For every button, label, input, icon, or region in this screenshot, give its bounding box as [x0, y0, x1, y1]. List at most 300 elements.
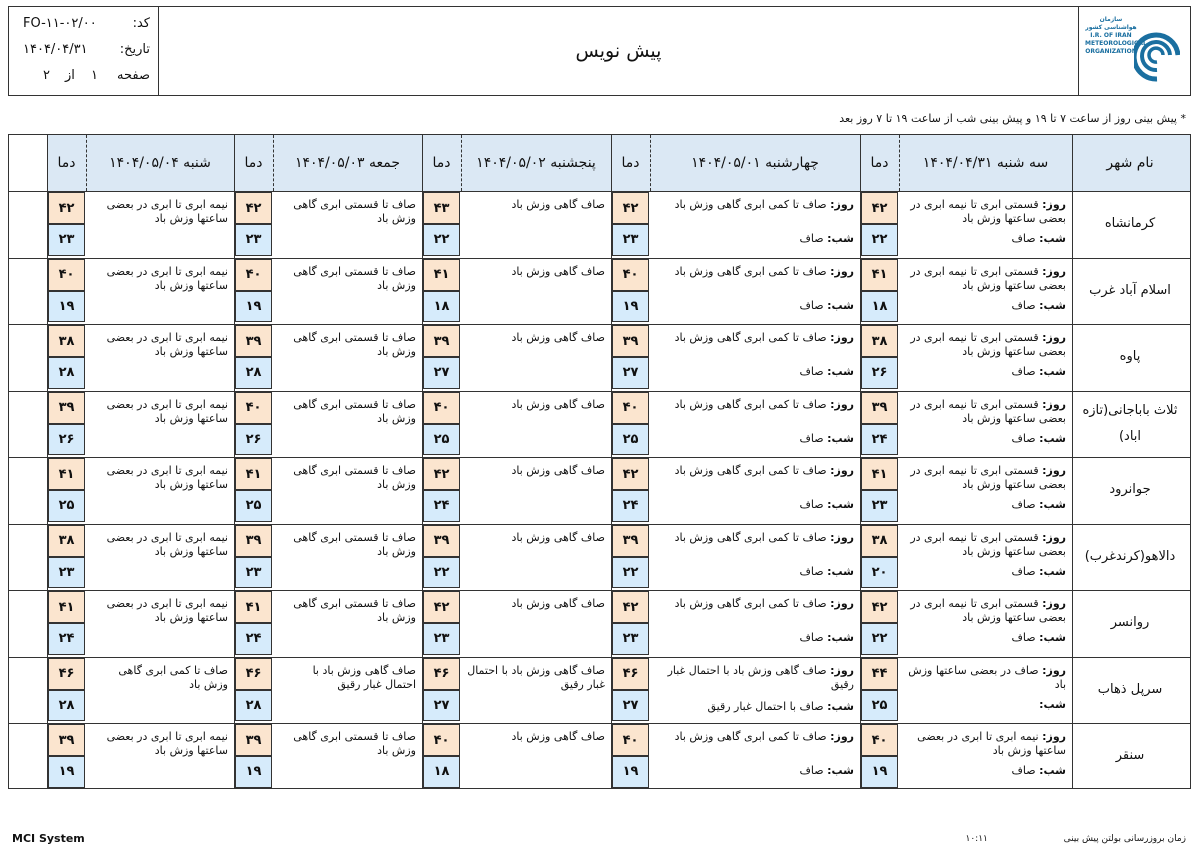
forecast-cell	[279, 398, 416, 455]
min-temp: ۲۶	[48, 424, 85, 455]
min-temp: ۲۴	[235, 623, 272, 654]
night-forecast-text: صاف	[1011, 631, 1036, 644]
city-column-header: نام شهر	[1070, 135, 1190, 191]
night-forecast	[1012, 299, 1066, 313]
min-temp: ۲۷	[612, 690, 649, 721]
min-temp: ۱۸	[423, 756, 460, 787]
max-temp: ۳۹	[423, 525, 460, 557]
min-temp: ۲۲	[861, 623, 898, 654]
max-temp: ۳۹	[423, 325, 460, 357]
day-forecast-text: صاف تا کمی ابری گاهی وزش باد	[674, 464, 827, 477]
day-column-header: چهارشنبه ۱۴۰۴/۰۵/۰۱	[650, 135, 860, 191]
night-forecast	[707, 700, 854, 714]
min-temp: ۲۵	[235, 490, 272, 521]
day-forecast-text: نیمه ابری تا ابری در بعضی ساعتها وزش باد	[917, 730, 1066, 757]
min-temp: ۲۶	[235, 424, 272, 455]
max-temp: ۳۹	[861, 392, 898, 424]
night-forecast	[800, 764, 854, 778]
night-forecast	[800, 299, 854, 313]
forecast-cell	[656, 198, 854, 255]
night-forecast	[1012, 565, 1066, 579]
night-label: شب:	[1039, 298, 1066, 312]
min-temp: ۲۸	[48, 690, 85, 721]
document-meta	[9, 7, 159, 95]
table-row	[9, 191, 1190, 258]
day-forecast-text: قسمتی ابری تا نیمه ابری در بعضی ساعتها وزش باد	[910, 530, 1066, 558]
night-forecast	[1012, 631, 1066, 645]
night-label: شب:	[827, 232, 854, 245]
night-label: شب:	[1039, 498, 1066, 511]
max-temp: ۴۱	[423, 259, 460, 291]
night-forecast	[800, 498, 854, 512]
day-label: روز:	[830, 663, 854, 677]
forecast-cell	[92, 265, 228, 322]
day-forecast-text: صاف در بعضی ساعتها وزش باد	[908, 663, 1066, 691]
code-value: FO-۱۱-۰۲/۰۰	[23, 16, 97, 31]
min-temp: ۱۹	[48, 756, 85, 787]
day-forecast	[905, 531, 1066, 559]
max-temp: ۳۹	[612, 525, 649, 557]
night-forecast-text: صاف	[1011, 498, 1036, 511]
forecast-cell	[905, 331, 1066, 388]
night-forecast-text: صاف	[799, 764, 824, 777]
day-label: روز:	[830, 597, 854, 610]
forecast-cell	[905, 464, 1066, 521]
day-label: روز:	[1042, 198, 1066, 211]
forecast-cell	[467, 531, 605, 588]
forecast-table	[8, 134, 1191, 789]
forecast-text: صاف تا کمی ابری گاهی وزش باد	[118, 663, 228, 691]
night-forecast-text: صاف با احتمال غبار رقیق	[707, 699, 824, 713]
column-separator	[461, 135, 462, 191]
max-temp: ۴۶	[612, 658, 649, 690]
day-forecast	[905, 331, 1066, 359]
min-temp: ۱۸	[861, 291, 898, 322]
forecast-text: نیمه ابری تا ابری در بعضی ساعتها وزش باد	[106, 397, 228, 425]
max-temp: ۴۲	[235, 192, 272, 224]
min-temp: ۱۹	[235, 756, 272, 787]
forecast-cell	[905, 730, 1066, 787]
forecast-cell	[279, 730, 416, 787]
min-temp: ۲۶	[861, 357, 898, 388]
forecast-cell	[656, 331, 854, 388]
night-forecast-text: صاف	[1011, 764, 1036, 777]
night-forecast-text: صاف	[1011, 431, 1036, 445]
temp-column-header: دما	[47, 135, 86, 191]
forecast-text: صاف تا قسمتی ابری گاهی وزش باد	[293, 264, 416, 292]
max-temp: ۴۲	[612, 458, 649, 490]
day-label: روز:	[1042, 331, 1066, 344]
date-value: ۱۴۰۴/۰۴/۳۱	[23, 42, 88, 57]
night-forecast-text: صاف	[799, 232, 824, 245]
day-forecast-text: صاف تا کمی ابری گاهی وزش باد	[674, 730, 827, 743]
max-temp: ۳۹	[235, 325, 272, 357]
max-temp: ۴۰	[235, 259, 272, 291]
night-label: شب:	[827, 564, 854, 578]
logo-text	[1085, 16, 1147, 56]
table-row	[9, 457, 1190, 524]
night-forecast	[1039, 698, 1066, 712]
document-header	[8, 6, 1191, 96]
temp-column-header: دما	[860, 135, 899, 191]
city-name: کرمانشاه	[1104, 216, 1156, 232]
forecast-text: نیمه ابری تا ابری در بعضی ساعتها وزش باد	[106, 530, 228, 558]
forecast-cell	[656, 265, 854, 322]
page-number: ۱	[91, 68, 98, 83]
day-label: روز:	[1042, 464, 1066, 477]
day-forecast	[905, 730, 1066, 758]
forecast-cell	[92, 398, 228, 455]
day-column-header: پنجشنبه ۱۴۰۴/۰۵/۰۲	[461, 135, 611, 191]
night-label: شب:	[827, 365, 854, 378]
min-temp: ۲۳	[423, 623, 460, 654]
day-forecast-text: قسمتی ابری تا نیمه ابری در بعضی ساعتها وزش باد	[910, 198, 1066, 225]
night-label: شب:	[1039, 697, 1066, 711]
min-temp: ۲۸	[235, 357, 272, 388]
night-label: شب:	[1039, 431, 1066, 445]
night-forecast	[1012, 432, 1066, 446]
logo-text-en1: I.R. OF IRAN	[1090, 32, 1132, 39]
min-temp: ۱۹	[612, 756, 649, 787]
day-column-header: جمعه ۱۴۰۴/۰۵/۰۳	[273, 135, 422, 191]
forecast-cell	[656, 531, 854, 588]
forecast-cell	[905, 664, 1066, 721]
day-forecast-text: صاف تا کمی ابری گاهی وزش باد	[674, 264, 827, 278]
night-forecast	[1012, 498, 1066, 512]
min-temp: ۲۳	[235, 224, 272, 255]
day-forecast	[656, 331, 854, 345]
logo-text-fa: سازمان هواشناسی کشور	[1085, 16, 1137, 31]
forecast-cell	[279, 664, 416, 721]
forecast-cell	[279, 531, 416, 588]
forecast-text: نیمه ابری تا ابری در بعضی ساعتها وزش باد	[106, 730, 228, 757]
forecast-note: * پیش بینی روز از ساعت ۷ تا ۱۹ و پیش بینی شب از ساعت ۱۹ تا ۷ روز بعد	[839, 112, 1186, 125]
forecast-text: صاف گاهی وزش باد با احتمال غبار رقیق	[467, 663, 605, 691]
night-forecast	[1012, 764, 1066, 778]
forecast-cell	[279, 464, 416, 521]
day-label: روز:	[1042, 530, 1066, 544]
city-name: روانسر	[1110, 615, 1150, 631]
column-separator	[650, 135, 651, 191]
night-label: شب:	[827, 764, 854, 777]
forecast-cell	[467, 730, 605, 787]
forecast-text: صاف تا قسمتی ابری گاهی وزش باد	[293, 464, 416, 491]
night-forecast	[1012, 232, 1066, 246]
day-forecast	[656, 597, 854, 611]
max-temp: ۳۸	[48, 325, 85, 357]
min-temp: ۲۲	[423, 557, 460, 588]
min-temp: ۱۹	[612, 291, 649, 322]
max-temp: ۳۹	[612, 325, 649, 357]
day-forecast	[656, 730, 854, 744]
forecast-cell	[279, 331, 416, 388]
city-name: دالاهو(کرندغرب)	[1084, 548, 1176, 564]
night-forecast-text: صاف	[1011, 298, 1036, 312]
forecast-cell	[92, 464, 228, 521]
min-temp: ۲۳	[612, 623, 649, 654]
logo-text-en3: ORGANIZATION	[1085, 48, 1137, 55]
min-temp: ۲۳	[612, 224, 649, 255]
min-temp: ۲۷	[423, 690, 460, 721]
day-label: روز:	[1042, 730, 1066, 743]
day-column-header: سه شنبه ۱۴۰۴/۰۴/۳۱	[899, 135, 1072, 191]
forecast-cell	[656, 464, 854, 521]
forecast-cell	[656, 730, 854, 787]
table-row	[9, 524, 1190, 591]
night-forecast-text: صاف	[799, 631, 824, 644]
min-temp: ۲۵	[612, 424, 649, 455]
day-forecast	[656, 531, 854, 545]
min-temp: ۲۲	[423, 224, 460, 255]
city-name: اسلام آباد غرب	[1089, 282, 1171, 298]
night-forecast	[1012, 365, 1066, 379]
max-temp: ۳۸	[861, 525, 898, 557]
max-temp: ۴۶	[423, 658, 460, 690]
night-label: شب:	[1039, 365, 1066, 378]
forecast-cell	[467, 265, 605, 322]
forecast-text: صاف تا قسمتی ابری گاهی وزش باد	[293, 597, 416, 624]
temp-column-header: دما	[611, 135, 650, 191]
max-temp: ۴۰	[423, 392, 460, 424]
max-temp: ۴۱	[235, 591, 272, 623]
page-title: پیش نویس	[575, 40, 662, 62]
forecast-cell	[656, 597, 854, 654]
night-label: شب:	[1039, 631, 1066, 644]
min-temp: ۱۹	[235, 291, 272, 322]
temp-column-header: دما	[422, 135, 461, 191]
night-forecast-text: صاف	[799, 365, 824, 378]
night-label: شب:	[1039, 564, 1066, 578]
forecast-cell	[905, 398, 1066, 455]
forecast-cell	[656, 398, 854, 455]
max-temp: ۴۲	[48, 192, 85, 224]
forecast-cell	[656, 664, 854, 721]
forecast-text: صاف تا قسمتی ابری گاهی وزش باد	[293, 198, 416, 225]
day-forecast-text: قسمتی ابری تا نیمه ابری در بعضی ساعتها وزش باد	[910, 597, 1066, 624]
forecast-cell	[905, 198, 1066, 255]
night-forecast-text: صاف	[799, 431, 824, 445]
max-temp: ۴۲	[612, 591, 649, 623]
night-forecast	[800, 631, 854, 645]
day-label: روز:	[830, 198, 854, 211]
logo-text-en2: METEOROLOGICAL	[1085, 40, 1147, 47]
day-forecast-text: قسمتی ابری تا نیمه ابری در بعضی ساعتها وزش باد	[910, 264, 1066, 292]
max-temp: ۴۰	[612, 392, 649, 424]
min-temp: ۲۴	[48, 623, 85, 654]
forecast-cell	[279, 265, 416, 322]
forecast-text: صاف گاهی وزش باد با احتمال غبار رقیق	[312, 663, 416, 691]
footer-update	[966, 834, 1186, 844]
forecast-cell	[467, 664, 605, 721]
max-temp: ۴۲	[612, 192, 649, 224]
footer-system: MCI System	[12, 832, 85, 845]
forecast-cell	[92, 664, 228, 721]
max-temp: ۴۲	[861, 192, 898, 224]
day-forecast-text: قسمتی ابری تا نیمه ابری در بعضی ساعتها وزش باد	[910, 331, 1066, 358]
day-forecast-text: صاف گاهی وزش باد با احتمال غبار رقیق	[667, 663, 854, 691]
night-forecast-text: صاف	[799, 298, 824, 312]
day-column-header: شنبه ۱۴۰۴/۰۵/۰۴	[86, 135, 234, 191]
min-temp: ۲۴	[861, 424, 898, 455]
max-temp: ۳۹	[235, 724, 272, 756]
night-forecast	[800, 565, 854, 579]
forecast-cell	[905, 597, 1066, 654]
night-label: شب:	[827, 631, 854, 644]
night-forecast-text: صاف	[1011, 232, 1036, 245]
forecast-text: صاف گاهی وزش باد	[511, 198, 605, 211]
table-row	[9, 723, 1190, 790]
min-temp: ۲۸	[235, 690, 272, 721]
forecast-text: صاف تا قسمتی ابری گاهی وزش باد	[293, 331, 416, 358]
day-forecast	[905, 464, 1066, 492]
forecast-text: صاف گاهی وزش باد	[511, 730, 605, 743]
max-temp: ۳۸	[48, 525, 85, 557]
forecast-text: صاف گاهی وزش باد	[511, 597, 605, 610]
min-temp: ۲۴	[612, 490, 649, 521]
max-temp: ۳۸	[861, 325, 898, 357]
day-forecast	[656, 398, 854, 412]
min-temp: ۲۵	[861, 690, 898, 721]
organization-logo	[1078, 7, 1190, 95]
forecast-cell	[279, 597, 416, 654]
min-temp: ۲۵	[423, 424, 460, 455]
forecast-cell	[92, 730, 228, 787]
max-temp: ۴۰	[612, 724, 649, 756]
day-label: روز:	[830, 397, 854, 411]
max-temp: ۴۰	[612, 259, 649, 291]
min-temp: ۲۵	[48, 490, 85, 521]
max-temp: ۳۹	[48, 392, 85, 424]
forecast-text: صاف گاهی وزش باد	[511, 397, 605, 411]
max-temp: ۴۱	[861, 259, 898, 291]
min-temp: ۲۳	[235, 557, 272, 588]
table-row	[9, 391, 1190, 458]
forecast-text: نیمه ابری تا ابری در بعضی ساعتها وزش باد	[106, 264, 228, 292]
max-temp: ۴۱	[235, 458, 272, 490]
forecast-cell	[467, 198, 605, 255]
day-forecast-text: قسمتی ابری تا نیمه ابری در بعضی ساعتها وزش باد	[910, 464, 1066, 491]
max-temp: ۴۶	[235, 658, 272, 690]
max-temp: ۴۲	[423, 591, 460, 623]
day-forecast	[905, 265, 1066, 293]
min-temp: ۲۸	[48, 357, 85, 388]
night-forecast-text: صاف	[1011, 564, 1036, 578]
code-label: کد:	[132, 16, 150, 31]
forecast-text: صاف گاهی وزش باد	[511, 264, 605, 278]
column-separator	[899, 135, 900, 191]
min-temp: ۱۹	[861, 756, 898, 787]
day-forecast-text: صاف تا کمی ابری گاهی وزش باد	[674, 597, 827, 610]
night-label: شب:	[827, 431, 854, 445]
day-forecast	[656, 664, 854, 692]
forecast-text: صاف گاهی وزش باد	[511, 464, 605, 477]
day-forecast-text: صاف تا کمی ابری گاهی وزش باد	[674, 198, 827, 211]
day-label: روز:	[1042, 264, 1066, 278]
max-temp: ۳۹	[48, 724, 85, 756]
column-separator	[273, 135, 274, 191]
night-label: شب:	[827, 498, 854, 511]
forecast-text: صاف تا قسمتی ابری گاهی وزش باد	[293, 397, 416, 425]
day-forecast	[656, 265, 854, 279]
max-temp: ۴۰	[861, 724, 898, 756]
forecast-cell	[92, 198, 228, 255]
max-temp: ۴۴	[861, 658, 898, 690]
city-name: سنقر	[1115, 748, 1145, 764]
night-forecast-text: صاف	[799, 498, 824, 511]
day-label: روز:	[830, 530, 854, 544]
min-temp: ۲۰	[861, 557, 898, 588]
day-label: روز:	[1042, 597, 1066, 610]
max-temp: ۴۲	[423, 458, 460, 490]
night-label: شب:	[827, 298, 854, 312]
city-name: ثلاث باباجانی(تازه اباد)	[1082, 402, 1178, 444]
forecast-text: نیمه ابری تا ابری در بعضی ساعتها وزش باد	[106, 464, 228, 491]
night-forecast-text: صاف	[799, 564, 824, 578]
spiral-logo-icon	[1134, 17, 1180, 83]
night-forecast	[800, 432, 854, 446]
night-label: شب:	[827, 699, 854, 713]
min-temp: ۲۳	[48, 224, 85, 255]
forecast-cell	[467, 597, 605, 654]
page-label: صفحه	[117, 68, 150, 83]
day-label: روز:	[830, 331, 854, 344]
min-temp: ۱۸	[423, 291, 460, 322]
max-temp: ۴۰	[423, 724, 460, 756]
forecast-cell	[92, 331, 228, 388]
forecast-text: صاف گاهی وزش باد	[511, 530, 605, 544]
forecast-cell	[905, 265, 1066, 322]
forecast-text: نیمه ابری تا ابری در بعضی ساعتها وزش باد	[106, 331, 228, 358]
forecast-cell	[92, 531, 228, 588]
min-temp: ۲۲	[612, 557, 649, 588]
temp-column-header: دما	[234, 135, 273, 191]
max-temp: ۴۲	[861, 591, 898, 623]
forecast-text: نیمه ابری تا ابری در بعضی ساعتها وزش باد	[106, 597, 228, 624]
day-label: روز:	[1042, 397, 1066, 411]
max-temp: ۳۹	[235, 525, 272, 557]
night-label: شب:	[1039, 764, 1066, 777]
day-label: روز:	[830, 730, 854, 743]
day-forecast	[656, 464, 854, 478]
city-name: سرپل ذهاب	[1097, 681, 1163, 697]
day-label: روز:	[830, 264, 854, 278]
max-temp: ۴۱	[48, 591, 85, 623]
day-label: روز:	[830, 464, 854, 477]
night-label: شب:	[1039, 232, 1066, 245]
max-temp: ۴۱	[861, 458, 898, 490]
min-temp: ۲۴	[423, 490, 460, 521]
min-temp: ۲۳	[48, 557, 85, 588]
day-forecast	[905, 664, 1066, 692]
max-temp: ۴۶	[48, 658, 85, 690]
forecast-cell	[279, 198, 416, 255]
min-temp: ۲۲	[861, 224, 898, 255]
city-name: جوانرود	[1109, 482, 1151, 498]
table-row	[9, 324, 1190, 391]
footer-update-time: ۱۰:۱۱	[965, 834, 988, 844]
date-label: تاریخ:	[119, 42, 150, 57]
page-total: ۲	[43, 68, 50, 83]
day-forecast-text: صاف تا کمی ابری گاهی وزش باد	[674, 530, 827, 544]
day-forecast-text: صاف تا کمی ابری گاهی وزش باد	[674, 331, 827, 344]
column-separator	[86, 135, 87, 191]
night-forecast	[800, 232, 854, 246]
day-forecast-text: صاف تا کمی ابری گاهی وزش باد	[674, 397, 827, 411]
forecast-cell	[905, 531, 1066, 588]
table-row	[9, 657, 1190, 724]
day-forecast	[905, 198, 1066, 226]
min-temp: ۱۹	[48, 291, 85, 322]
